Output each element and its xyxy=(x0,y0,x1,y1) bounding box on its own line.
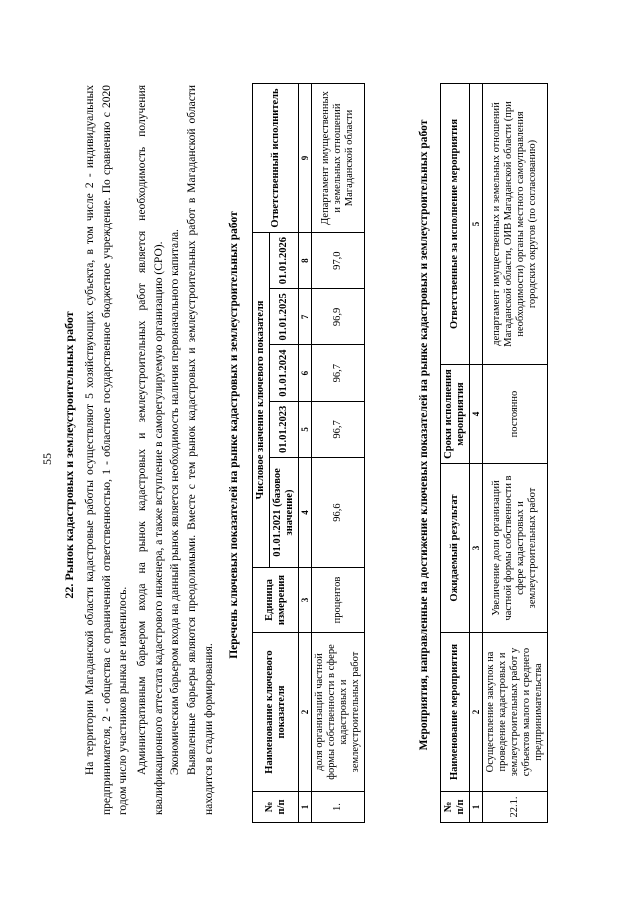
expected-result: Увеличение доли организаций частной формы собственности в сфере кадастровых и землеустроительных работ xyxy=(483,464,548,633)
measures-table xyxy=(440,83,548,823)
index-cell: 1 xyxy=(470,792,483,823)
value-2025: 96,9 xyxy=(312,289,365,345)
index-cell: 3 xyxy=(299,568,312,633)
index-cell: 9 xyxy=(299,84,312,233)
index-cell: 7 xyxy=(299,289,312,345)
col-2025-header: 01.01.2025 xyxy=(270,289,299,345)
paragraph-economic-barrier: Экономическим барьером входа на данный рынок является необходимость наличия первоначального капитала. xyxy=(169,229,181,775)
table-row xyxy=(483,84,548,823)
section-title: 22. Рынок кадастровых и землеустроительных работ xyxy=(62,311,76,599)
col-2024-header: 01.01.2024 xyxy=(270,345,299,401)
index-cell: 6 xyxy=(299,345,312,401)
index-cell: 5 xyxy=(470,84,483,365)
responsible: департамент имущественных и земельных отношений Магаданской области, ОИВ Магаданской области (при необходимости) органы местного самоуправления городских округов (по согласованию) xyxy=(483,84,548,365)
index-cell: 5 xyxy=(299,401,312,457)
index-cell: 4 xyxy=(299,458,312,568)
col-2023-header: 01.01.2023 xyxy=(270,401,299,457)
index-cell: 1 xyxy=(299,792,312,823)
col-values-group-header: Числовое значение ключевого показателя xyxy=(253,233,270,568)
index-cell: 2 xyxy=(299,633,312,792)
table1-caption: Перечень ключевых показателей на рынке кадастровых и землеустроительных работ xyxy=(228,211,240,659)
col-expected-result-header: Ожидаемый результат xyxy=(441,464,470,633)
index-cell: 4 xyxy=(470,365,483,464)
col-measure-name-header: Наименование мероприятия xyxy=(441,633,470,792)
terms: постоянно xyxy=(483,365,548,464)
value-2023: 96,7 xyxy=(312,401,365,457)
table-row xyxy=(312,84,365,823)
index-cell: 8 xyxy=(299,233,312,289)
table2-caption: Мероприятия, направленные на достижение ключевых показателей на рынке кадастровых и землеустроительных работ xyxy=(418,119,430,751)
base-value: 96,6 xyxy=(312,458,365,568)
table1-index-row xyxy=(299,84,312,823)
measure-name: Осуществление закупок на проведение кадастровых и землеустроительных работ у субъектов малого и среднего предпринимательства xyxy=(483,633,548,792)
col-indicator-name-header: Наименование ключевого показателя xyxy=(253,633,299,792)
row-num: 22.1. xyxy=(483,792,548,823)
indicator-name: доля организаций частной формы собственности в сфере кадастровых и землеустроительных работ xyxy=(312,633,365,792)
col-num-header: № п/п xyxy=(253,792,299,823)
responsible: Департамент имущественных и земельных отношений Магаданской области xyxy=(312,84,365,233)
col-responsible-header: Ответственные за исполнение мероприятия xyxy=(441,84,470,365)
paragraph-market-participants: На территории Магаданской области кадастровые работы осуществляют 5 хозяйствующих субъекта, в том числе 2 - индивидуальных предпринимателя, 2 - общества с ограниченной ответственностью, 1 - областное государственное бюджетное учреждение. По сравнению с 2020 годом число участников рынка не изменилось. xyxy=(84,85,129,815)
key-indicators-table xyxy=(252,83,365,823)
index-cell: 3 xyxy=(470,464,483,633)
col-num-header: № п/п xyxy=(441,792,470,823)
page-number: 55 xyxy=(40,453,54,465)
paragraph-admin-barrier: Административным барьером входа на рынок кадастровых и землеустроительных работ является необходимость получения квалификационного аттестата кадастрового инженера, а также вступление в саморегулируемую организацию (СРО). xyxy=(136,85,165,815)
unit: процентов xyxy=(312,568,365,633)
table2-index-row xyxy=(470,84,483,823)
row-num: 1. xyxy=(312,792,365,823)
value-2026: 97,0 xyxy=(312,233,365,289)
col-unit-header: Единица измерения xyxy=(253,568,299,633)
col-2026-header: 01.01.2026 xyxy=(270,233,299,289)
col-responsible-header: Ответственный исполнитель xyxy=(253,84,299,233)
col-base-value-header: 01.01.2021 (базовое значение) xyxy=(270,458,299,568)
paragraph-barriers-conclusion: Выявленные барьеры являются преодолимыми. Вместе с тем рынок кадастровых и землеустроительных работ в Магаданской области находится в стадии формирования. xyxy=(186,85,215,815)
col-terms-header: Сроки исполнения мероприятия xyxy=(441,365,470,464)
index-cell: 2 xyxy=(470,633,483,792)
value-2024: 96,7 xyxy=(312,345,365,401)
